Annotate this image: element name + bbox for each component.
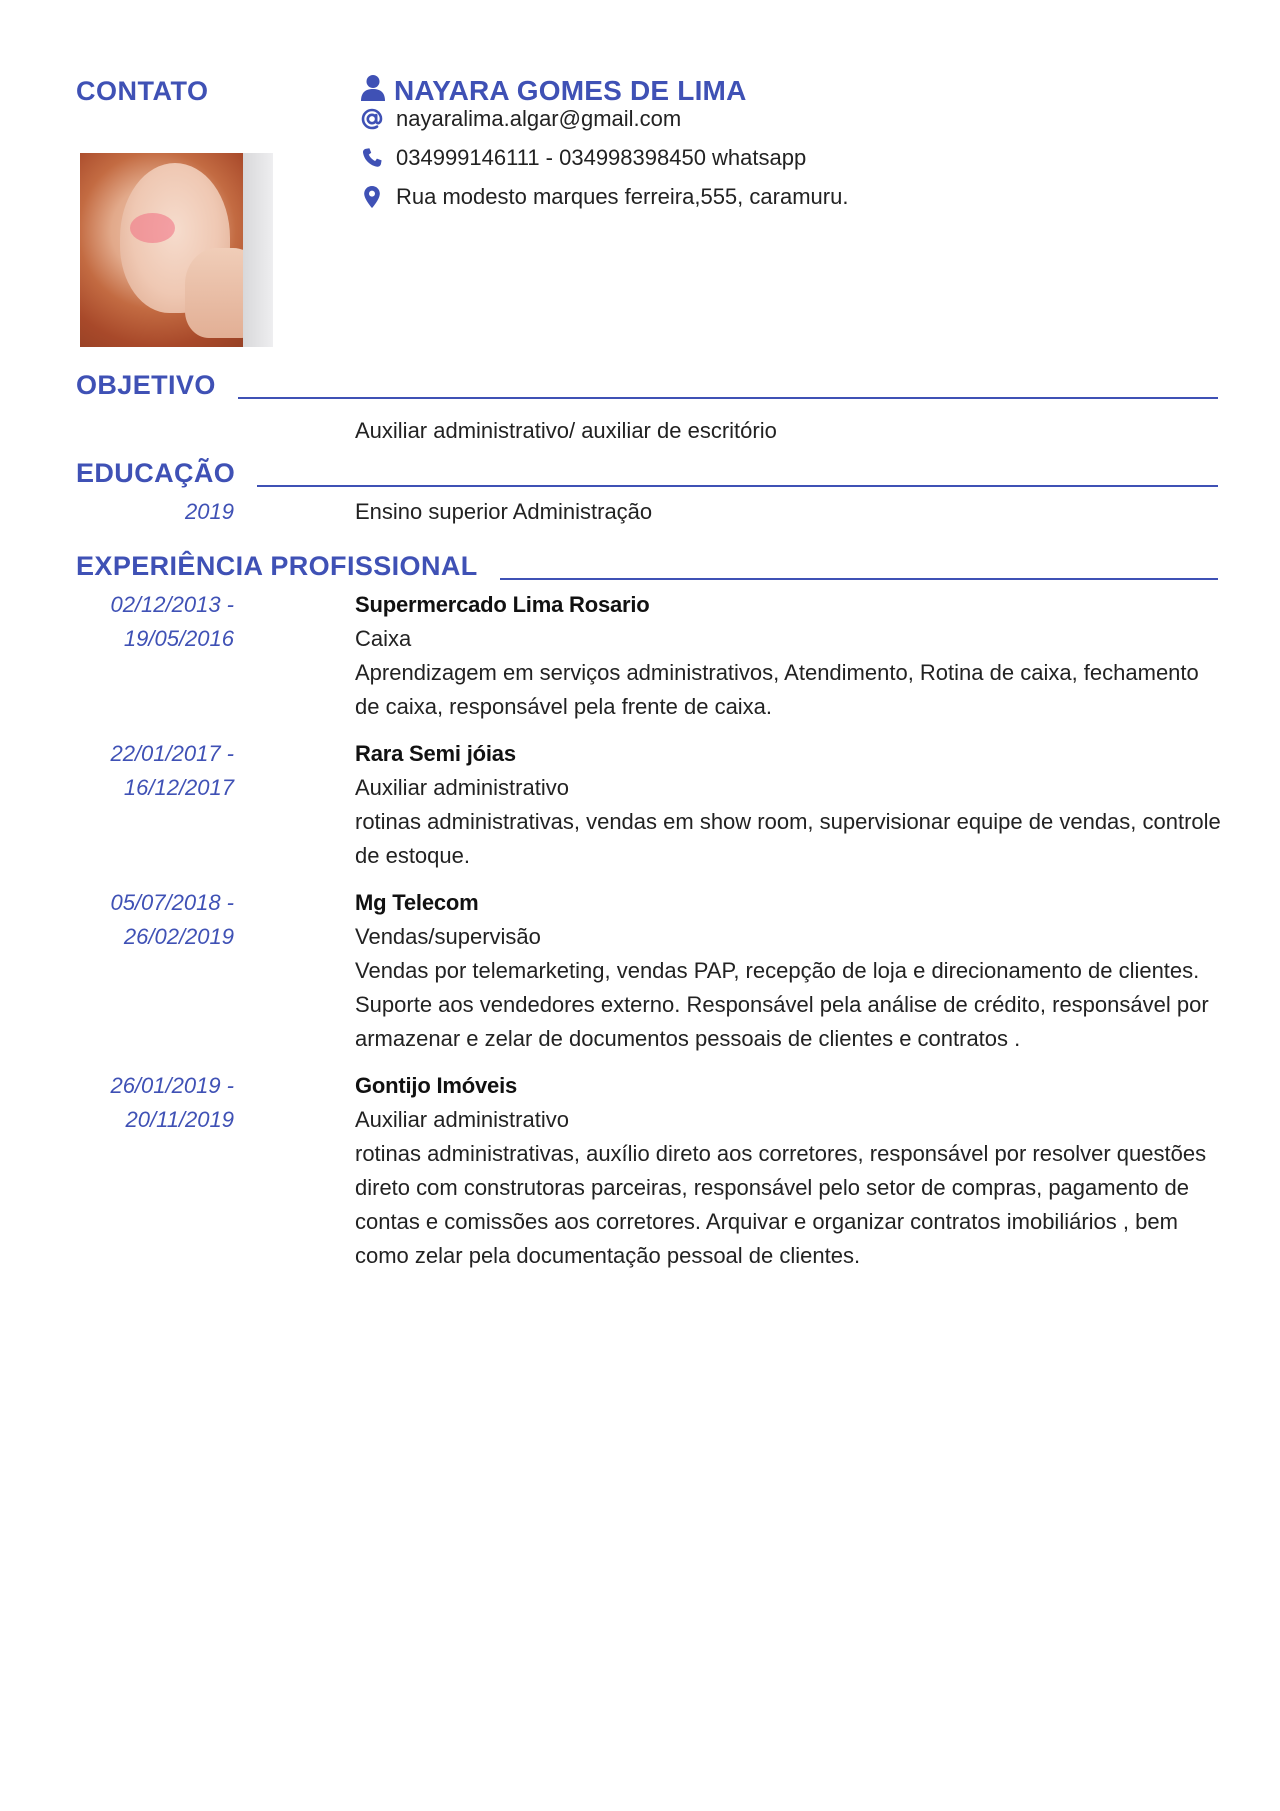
address-line	[360, 184, 848, 210]
section-divider	[500, 578, 1218, 580]
job-end-date: 26/02/2019	[123, 924, 234, 949]
at-sign-icon	[360, 108, 384, 130]
section-divider	[257, 485, 1218, 487]
job-company: Gontijo Imóveis	[355, 1073, 518, 1098]
job-entry	[355, 886, 1225, 1056]
job-dates	[76, 1069, 234, 1137]
education-section-header	[76, 458, 1218, 489]
name-row	[360, 74, 747, 107]
objective-text: Auxiliar administrativo/ auxiliar de escritório	[355, 418, 777, 443]
objective-section-header	[76, 370, 1218, 401]
job-entry	[355, 588, 1225, 724]
phone-text[interactable]: 034999146111 - 034998398450 whatsapp	[396, 145, 807, 170]
job-start-date: 02/12/2013 -	[110, 592, 234, 617]
job-end-date: 16/12/2017	[123, 775, 234, 800]
job-dates	[76, 886, 234, 954]
job-company: Mg Telecom	[355, 890, 479, 915]
job-entry	[355, 737, 1225, 873]
job-role: Auxiliar administrativo	[355, 775, 569, 800]
job-role: Auxiliar administrativo	[355, 1107, 569, 1132]
job-description: Aprendizagem em serviços administrativos, Atendimento, Rotina de caixa, fechamento de caixa, responsável pela frente de caixa.	[355, 660, 1199, 719]
email-line	[360, 106, 681, 132]
map-pin-icon	[360, 185, 384, 209]
job-start-date: 26/01/2019 -	[110, 1073, 234, 1098]
contact-section-title: CONTATO	[76, 76, 209, 106]
address-text: Rua modesto marques ferreira,555, caramuru.	[396, 184, 849, 209]
job-start-date: 22/01/2017 -	[110, 741, 234, 766]
experience-title: EXPERIÊNCIA PROFISSIONAL	[76, 551, 478, 581]
phone-line	[360, 145, 806, 171]
job-end-date: 20/11/2019	[125, 1107, 234, 1132]
phone-icon	[360, 147, 384, 169]
job-entry	[355, 1069, 1225, 1273]
job-company: Supermercado Lima Rosario	[355, 592, 650, 617]
profile-photo	[80, 153, 273, 347]
job-dates	[76, 737, 234, 805]
job-description: Vendas por telemarketing, vendas PAP, recepção de loja e direcionamento de clientes. Suporte aos vendedores externo. Responsável pela análise de crédito, responsável por armazenar e zelar de documentos pessoais de clientes e contratos .	[355, 958, 1209, 1051]
job-role: Vendas/supervisão	[355, 924, 541, 949]
job-description: rotinas administrativas, vendas em show room, supervisionar equipe de vendas, controle de estoque.	[355, 809, 1221, 868]
education-title: EDUCAÇÃO	[76, 458, 236, 488]
job-role: Caixa	[355, 626, 412, 651]
job-company: Rara Semi jóias	[355, 741, 516, 766]
section-divider	[238, 397, 1218, 399]
job-end-date: 19/05/2016	[123, 626, 234, 651]
job-dates	[76, 588, 234, 656]
job-start-date: 05/07/2018 -	[110, 890, 234, 915]
person-icon	[360, 74, 386, 107]
candidate-name: NAYARA GOMES DE LIMA	[394, 74, 747, 106]
objective-title: OBJETIVO	[76, 370, 216, 400]
education-text: Ensino superior Administração	[355, 499, 653, 524]
job-description: rotinas administrativas, auxílio direto aos corretores, responsável por resolver questões direto com construtoras parceiras, responsável pelo setor de compras, pagamento de contas e comissões aos corretores. Arquivar e organizar contratos imobiliários , bem como zelar pela documentação pessoal de clientes.	[355, 1141, 1207, 1268]
experience-section-header	[76, 551, 1218, 582]
education-year: 2019	[185, 499, 234, 524]
email-text[interactable]: nayaralima.algar@gmail.com	[396, 106, 682, 131]
